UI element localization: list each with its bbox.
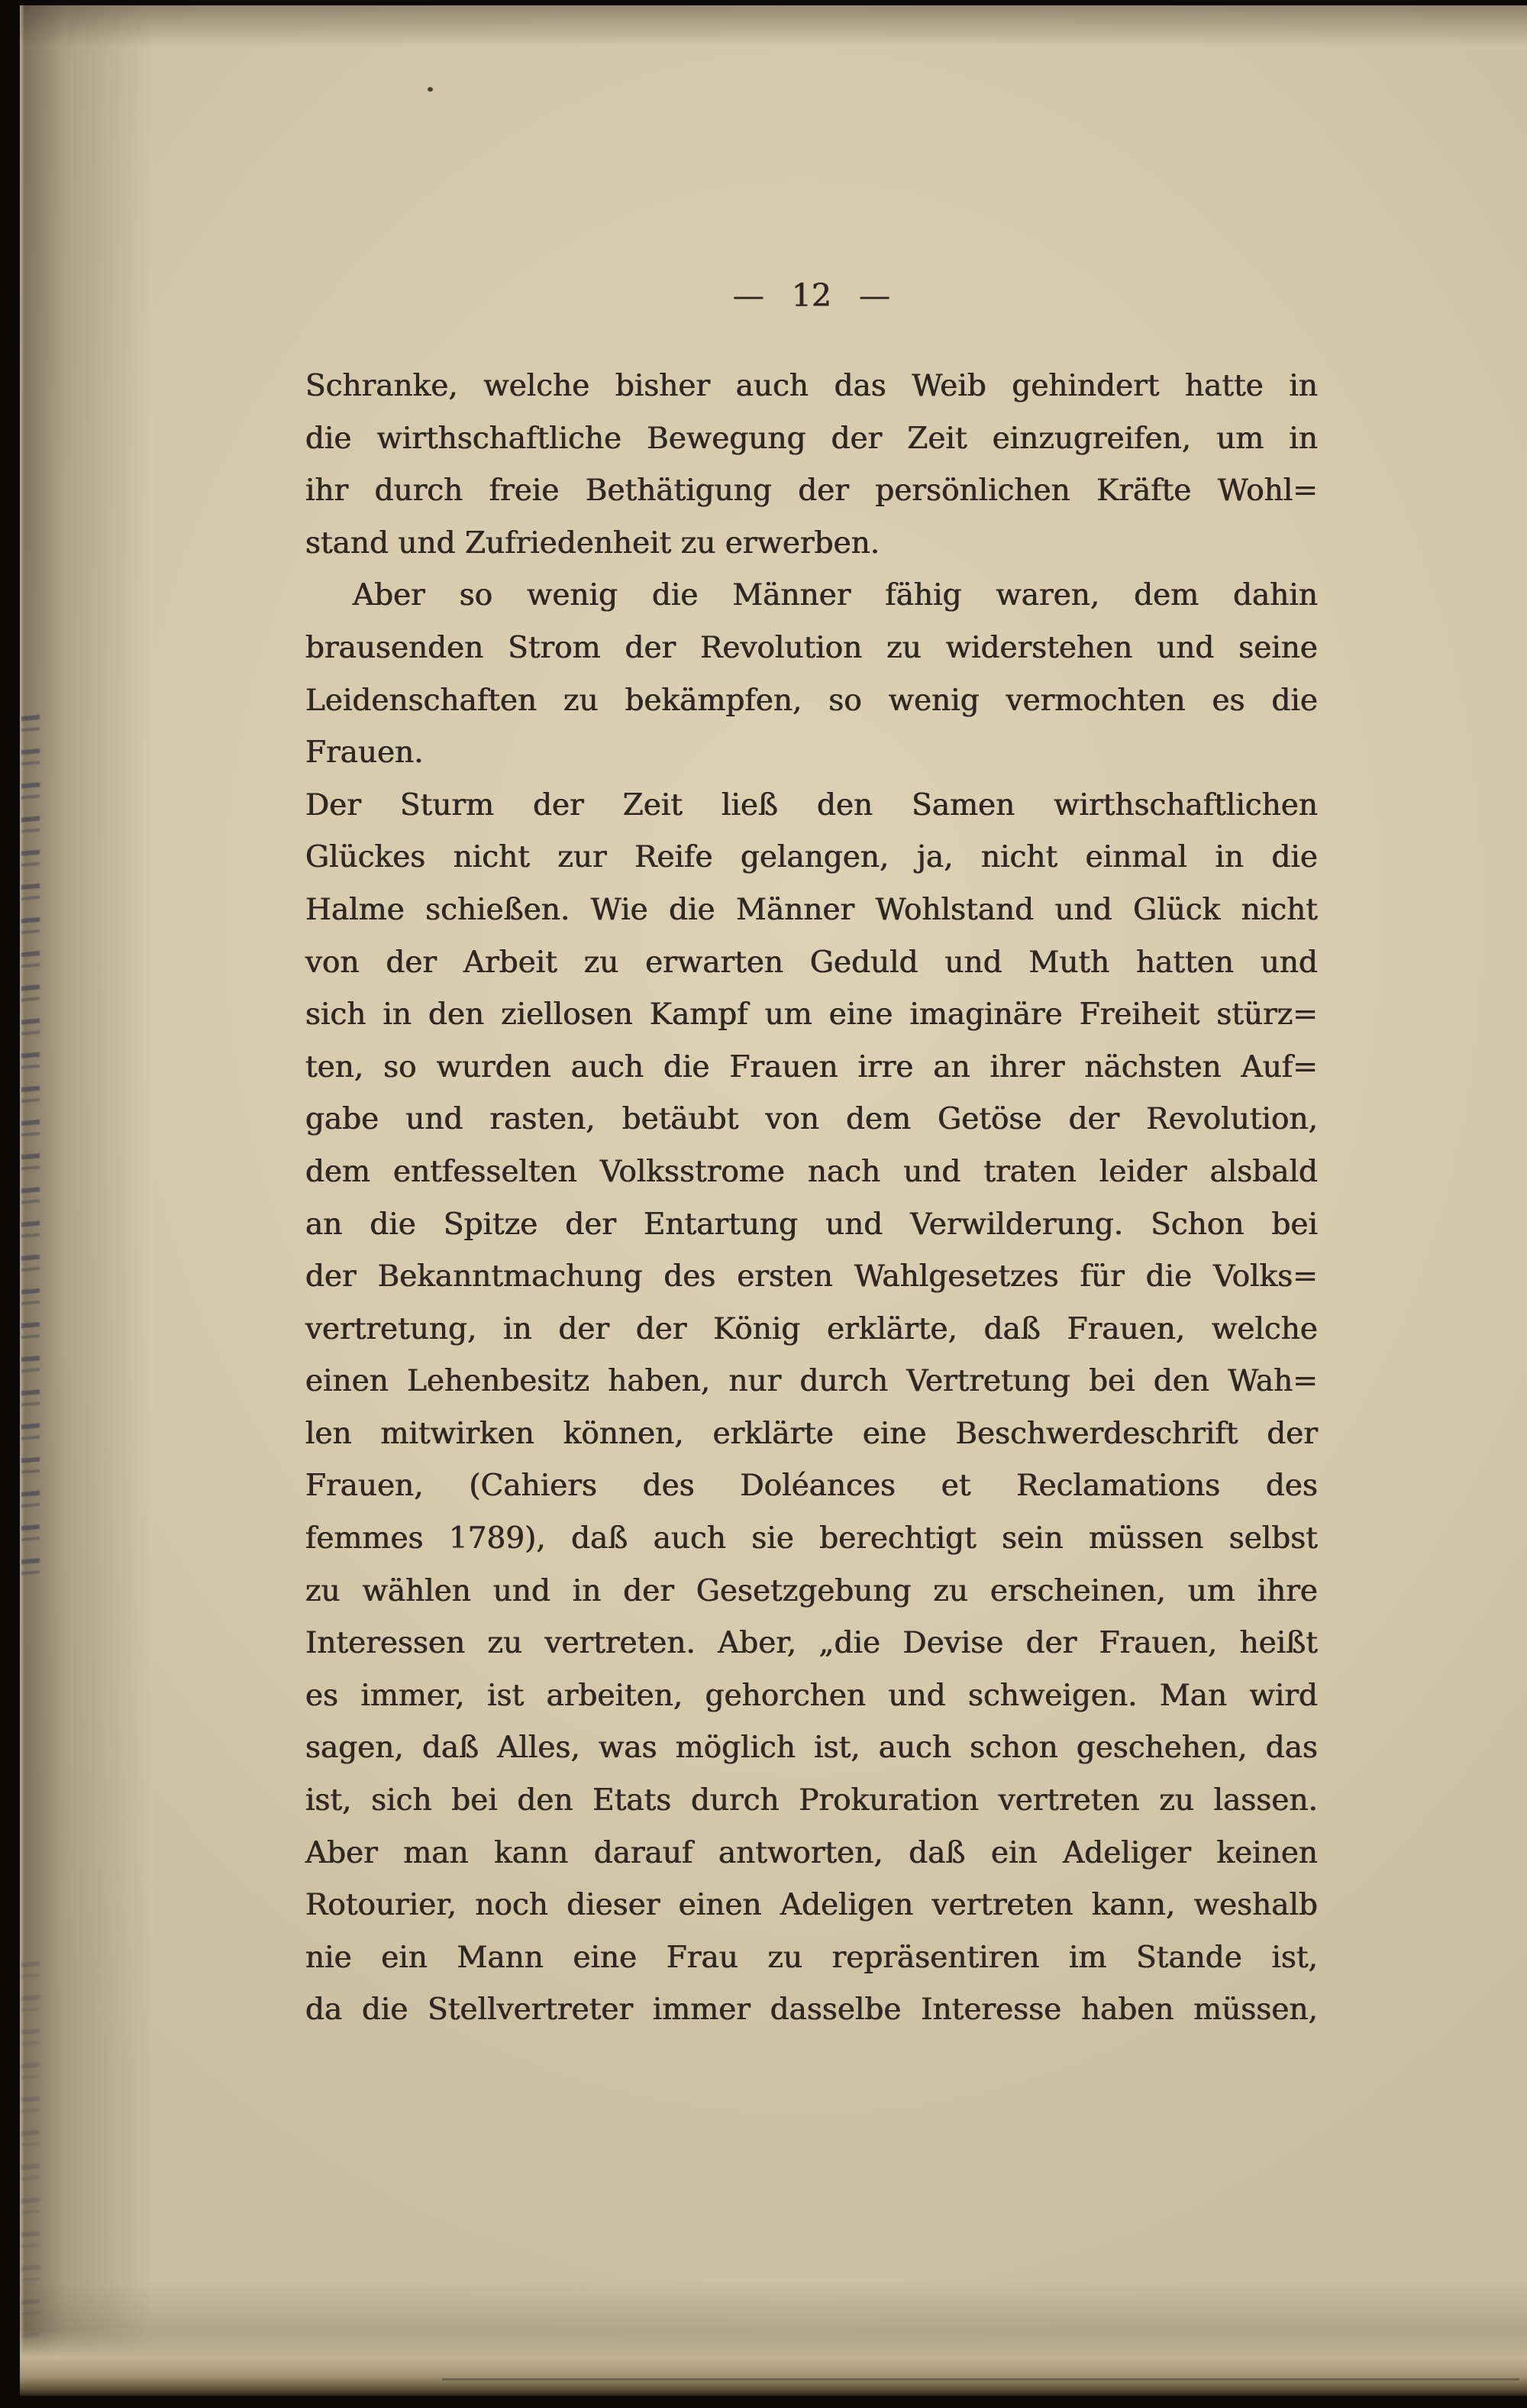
faint-margin-marks [21, 1955, 40, 2352]
text-line: nie ein Mann eine Frau zu repräsentiren im Stande ist, [305, 1940, 1318, 1975]
text-line: einen Lehenbesitz haben, nur durch Vertretung bei den Wah= [305, 1364, 1318, 1399]
text-line: da die Stellvertreter immer dasselbe Interesse haben müssen, [305, 1993, 1318, 2028]
text-line: sich in den ziellosen Kampf um eine imaginäre Freiheit stürz= [305, 997, 1318, 1033]
text-line: brausenden Strom der Revolution zu widerstehen und seine [305, 630, 1318, 665]
text-line: len mitwirken können, erklärte eine Beschwerdeschrift der [305, 1416, 1318, 1451]
text-line: femmes 1789), daß auch sie berechtigt sein müssen selbst [305, 1521, 1318, 1556]
text-line: Glückes nicht zur Reife gelangen, ja, nicht einmal in die [305, 840, 1318, 875]
page-number-header [305, 277, 1318, 314]
text-line: gabe und rasten, betäubt von dem Getöse der Revolution, [305, 1102, 1318, 1137]
header-dash-right: — [859, 277, 891, 314]
text-line: ten, so wurden auch die Frauen irre an ihrer nächsten Auf= [305, 1049, 1318, 1084]
text-line: Interessen zu vertreten. Aber, „die Devise der Frauen, heißt [305, 1626, 1318, 1661]
paragraph [305, 360, 1318, 570]
text-line: Rotourier, noch dieser einen Adeligen vertreten kann, weshalb [305, 1888, 1318, 1923]
paragraph [305, 570, 1318, 2037]
text-line: der Bekanntmachung des ersten Wahlgesetzes für die Volks= [305, 1259, 1318, 1295]
book-page [20, 5, 1527, 2396]
header-dash-left: — [732, 277, 764, 314]
text-line: Halme schießen. Wie die Männer Wohlstand und Glück nicht [305, 892, 1318, 927]
text-block [305, 360, 1318, 2037]
text-line: vertretung, in der der König erklärte, daß Frauen, welche [305, 1311, 1318, 1346]
text-line: dem entfesselten Volksstrome nach und traten leider alsbald [305, 1154, 1318, 1189]
text-line: an die Spitze der Entartung und Verwilderung. Schon bei [305, 1207, 1318, 1242]
text-line: von der Arbeit zu erwarten Geduld und Muth hatten und [305, 945, 1318, 980]
handwritten-margin-marks [21, 709, 40, 1587]
text-line: die wirthschaftliche Bewegung der Zeit einzugreifen, um in [305, 421, 1318, 456]
text-line: Aber so wenig die Männer fähig waren, dem dahin [353, 578, 1318, 613]
text-line: zu wählen und in der Gesetzgebung zu erscheinen, um ihre [305, 1573, 1318, 1608]
text-line: Frauen, (Cahiers des Doléances et Reclamations des [305, 1469, 1318, 1504]
text-line: Der Sturm der Zeit ließ den Samen wirthschaftlichen [305, 787, 1318, 823]
text-line: ihr durch freie Bethätigung der persönlichen Kräfte Wohl= [305, 474, 1318, 509]
text-line: Schranke, welche bisher auch das Weib gehindert hatte in [305, 369, 1318, 403]
text-line: ist, sich bei den Etats durch Prokuration vertreten zu lassen. [305, 1783, 1318, 1818]
text-line: sagen, daß Alles, was möglich ist, auch schon geschehen, das [305, 1731, 1318, 1766]
text-line: es immer, ist arbeiten, gehorchen und schweigen. Man wird [305, 1678, 1318, 1713]
page-number: 12 [791, 277, 832, 314]
text-line: stand und Zufriedenheit zu erwerben. [305, 525, 880, 561]
ink-speck [428, 87, 433, 92]
text-line: Aber man kann darauf antworten, daß ein Adeliger keinen [305, 1835, 1318, 1870]
text-line: Leidenschaften zu bekämpfen, so wenig vermochten es die Frauen. [305, 683, 1318, 771]
page-bottom-edges [20, 2330, 1527, 2396]
